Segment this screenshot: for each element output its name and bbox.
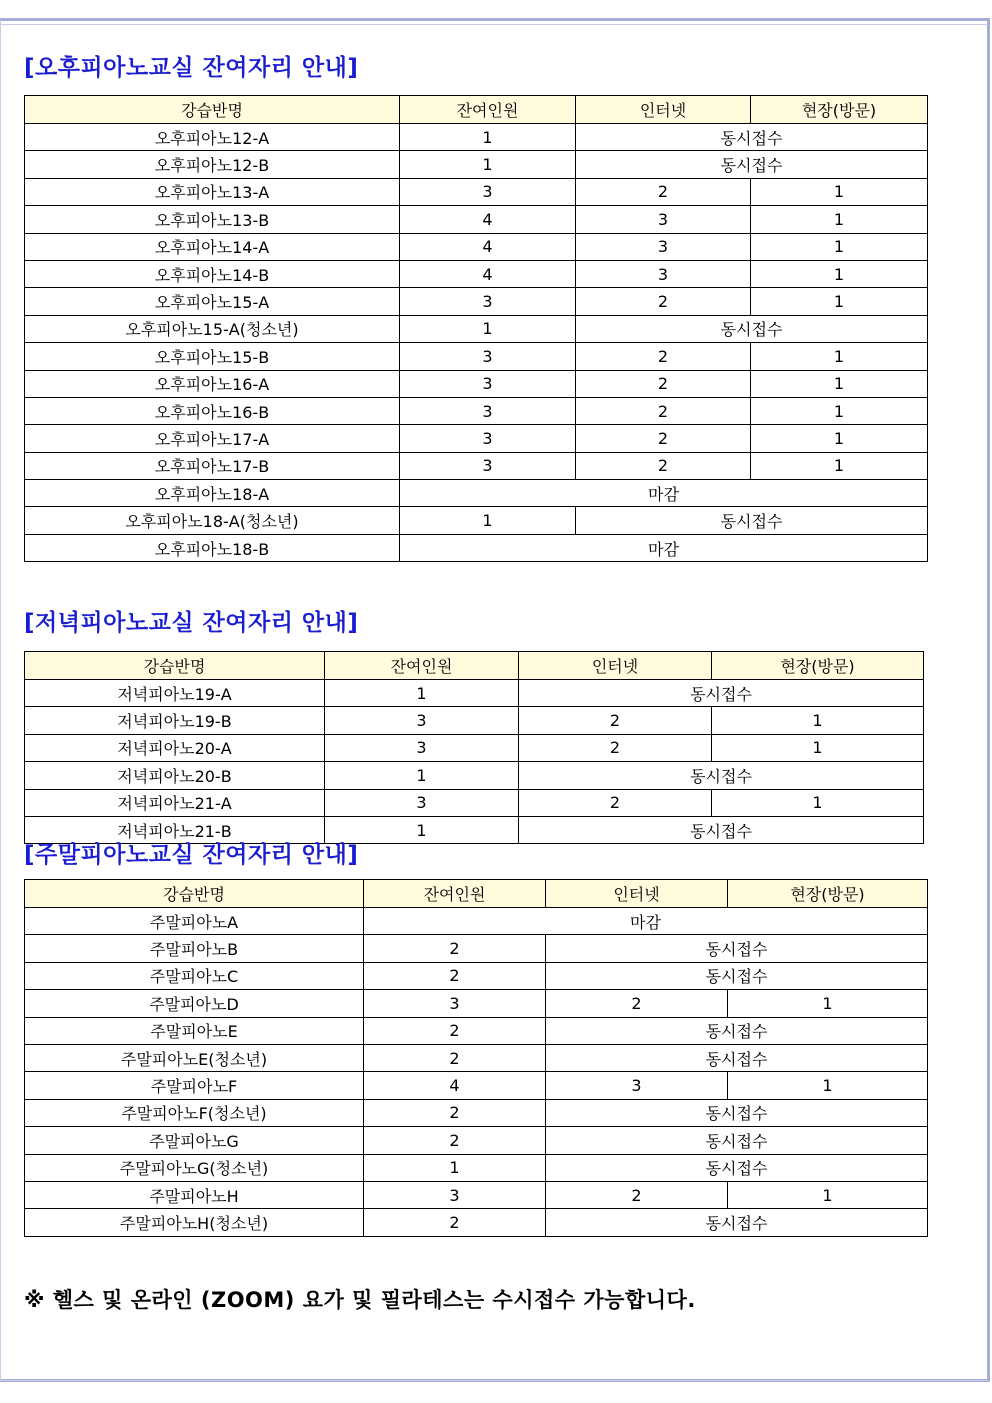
class-name-cell: 오후피아노14-A	[25, 233, 400, 260]
table-row	[25, 1017, 928, 1044]
internet-cell: 2	[576, 397, 751, 424]
internet-cell: 2	[546, 990, 728, 1017]
internet-cell: 2	[576, 288, 751, 315]
class-name-cell: 주말피아노H(청소년)	[25, 1209, 364, 1236]
visit-cell: 1	[751, 288, 928, 315]
class-name-cell: 주말피아노D	[25, 990, 364, 1017]
table-row	[25, 990, 928, 1017]
class-name-cell: 오후피아노15-A	[25, 288, 400, 315]
class-name-cell: 오후피아노17-A	[25, 425, 400, 452]
table-row	[25, 962, 928, 989]
simultaneous-registration-cell: 동시접수	[519, 816, 924, 843]
remaining-cell: 3	[364, 1181, 546, 1208]
table-row	[25, 206, 928, 233]
table-row	[25, 1209, 928, 1236]
class-name-cell: 주말피아노H	[25, 1181, 364, 1208]
header-class-name: 강습반명	[25, 96, 400, 124]
table-row	[25, 707, 924, 734]
remaining-cell: 4	[400, 206, 576, 233]
simultaneous-registration-cell: 동시접수	[576, 151, 928, 178]
remaining-cell: 1	[400, 507, 576, 534]
class-name-cell: 오후피아노15-A(청소년)	[25, 315, 400, 342]
evening-section-heading: [저녁피아노교실 잔여자리 안내]	[24, 610, 359, 636]
table-header-row	[25, 652, 924, 680]
internet-cell: 2	[519, 707, 712, 734]
internet-cell: 2	[519, 734, 712, 761]
simultaneous-registration-cell: 동시접수	[546, 1127, 928, 1154]
afternoon-vacancy-table	[24, 95, 928, 562]
class-name-cell: 주말피아노F(청소년)	[25, 1099, 364, 1126]
internet-cell: 2	[576, 370, 751, 397]
class-name-cell: 오후피아노17-B	[25, 452, 400, 479]
internet-cell: 2	[576, 452, 751, 479]
class-name-cell: 주말피아노C	[25, 962, 364, 989]
class-name-cell: 오후피아노13-B	[25, 206, 400, 233]
header-visit: 현장(방문)	[712, 652, 924, 680]
remaining-cell: 1	[325, 816, 519, 843]
header-remaining: 잔여인원	[400, 96, 576, 124]
visit-cell: 1	[751, 233, 928, 260]
remaining-cell: 3	[400, 343, 576, 370]
class-name-cell: 저녁피아노20-A	[25, 734, 325, 761]
table-row	[25, 1127, 928, 1154]
class-name-cell: 오후피아노18-B	[25, 534, 400, 561]
table-row	[25, 789, 924, 816]
class-name-cell: 주말피아노F	[25, 1072, 364, 1099]
class-name-cell: 주말피아노G(청소년)	[25, 1154, 364, 1181]
header-class-name: 강습반명	[25, 880, 364, 908]
simultaneous-registration-cell: 동시접수	[546, 1154, 928, 1181]
class-name-cell: 오후피아노16-A	[25, 370, 400, 397]
class-name-cell: 주말피아노E	[25, 1017, 364, 1044]
closed-cell: 마감	[400, 480, 928, 507]
internet-cell: 2	[576, 343, 751, 370]
table-header-row	[25, 96, 928, 124]
evening-vacancy-table	[24, 651, 924, 844]
table-row	[25, 680, 924, 707]
remaining-cell: 2	[364, 1017, 546, 1044]
table-row	[25, 425, 928, 452]
table-row	[25, 151, 928, 178]
remaining-cell: 1	[364, 1154, 546, 1181]
remaining-cell: 1	[325, 680, 519, 707]
table-row	[25, 343, 928, 370]
internet-cell: 2	[576, 178, 751, 205]
remaining-cell: 3	[400, 178, 576, 205]
class-name-cell: 저녁피아노21-B	[25, 816, 325, 843]
table-row	[25, 452, 928, 479]
table-row	[25, 315, 928, 342]
class-name-cell: 오후피아노16-B	[25, 397, 400, 424]
simultaneous-registration-cell: 동시접수	[519, 762, 924, 789]
class-name-cell: 저녁피아노20-B	[25, 762, 325, 789]
remaining-cell: 2	[364, 1209, 546, 1236]
remaining-cell: 3	[364, 990, 546, 1017]
remaining-cell: 3	[325, 707, 519, 734]
table-header-row	[25, 880, 928, 908]
remaining-cell: 2	[364, 1127, 546, 1154]
footnote: ※ 헬스 및 온라인 (ZOOM) 요가 및 필라테스는 수시접수 가능합니다.	[24, 1288, 696, 1312]
remaining-cell: 4	[364, 1072, 546, 1099]
simultaneous-registration-cell: 동시접수	[546, 935, 928, 962]
simultaneous-registration-cell: 동시접수	[576, 315, 928, 342]
class-name-cell: 오후피아노14-B	[25, 260, 400, 287]
header-internet: 인터넷	[519, 652, 712, 680]
weekend-vacancy-table	[24, 879, 928, 1237]
internet-cell: 2	[519, 789, 712, 816]
remaining-cell: 3	[400, 452, 576, 479]
table-row	[25, 260, 928, 287]
remaining-cell: 3	[400, 397, 576, 424]
header-internet: 인터넷	[576, 96, 751, 124]
remaining-cell: 2	[364, 1099, 546, 1126]
remaining-cell: 1	[400, 315, 576, 342]
table-row	[25, 507, 928, 534]
remaining-cell: 3	[400, 288, 576, 315]
table-row	[25, 1099, 928, 1126]
header-remaining: 잔여인원	[325, 652, 519, 680]
remaining-cell: 2	[364, 962, 546, 989]
closed-cell: 마감	[364, 908, 928, 935]
simultaneous-registration-cell: 동시접수	[546, 1209, 928, 1236]
table-row	[25, 816, 924, 843]
simultaneous-registration-cell: 동시접수	[546, 1099, 928, 1126]
class-name-cell: 오후피아노13-A	[25, 178, 400, 205]
internet-cell: 3	[576, 233, 751, 260]
table-row	[25, 233, 928, 260]
remaining-cell: 2	[364, 935, 546, 962]
visit-cell: 1	[751, 206, 928, 233]
visit-cell: 1	[751, 397, 928, 424]
weekend-section-heading: [주말피아노교실 잔여자리 안내]	[24, 842, 359, 868]
table-row	[25, 1072, 928, 1099]
remaining-cell: 2	[364, 1044, 546, 1071]
remaining-cell: 1	[400, 151, 576, 178]
internet-cell: 3	[576, 260, 751, 287]
class-name-cell: 저녁피아노19-B	[25, 707, 325, 734]
table-row	[25, 288, 928, 315]
class-name-cell: 오후피아노18-A	[25, 480, 400, 507]
closed-cell: 마감	[400, 534, 928, 561]
visit-cell: 1	[728, 1181, 928, 1208]
remaining-cell: 3	[400, 370, 576, 397]
class-name-cell: 주말피아노A	[25, 908, 364, 935]
visit-cell: 1	[751, 343, 928, 370]
table-row	[25, 534, 928, 561]
visit-cell: 1	[751, 370, 928, 397]
remaining-cell: 3	[325, 734, 519, 761]
simultaneous-registration-cell: 동시접수	[546, 962, 928, 989]
visit-cell: 1	[712, 734, 924, 761]
class-name-cell: 주말피아노E(청소년)	[25, 1044, 364, 1071]
visit-cell: 1	[751, 425, 928, 452]
table-row	[25, 397, 928, 424]
simultaneous-registration-cell: 동시접수	[546, 1017, 928, 1044]
table-row	[25, 1044, 928, 1071]
class-name-cell: 오후피아노12-A	[25, 124, 400, 151]
visit-cell: 1	[712, 707, 924, 734]
simultaneous-registration-cell: 동시접수	[576, 507, 928, 534]
class-name-cell: 오후피아노15-B	[25, 343, 400, 370]
internet-cell: 2	[576, 425, 751, 452]
header-visit: 현장(방문)	[728, 880, 928, 908]
header-internet: 인터넷	[546, 880, 728, 908]
header-class-name: 강습반명	[25, 652, 325, 680]
internet-cell: 3	[546, 1072, 728, 1099]
class-name-cell: 저녁피아노19-A	[25, 680, 325, 707]
visit-cell: 1	[728, 990, 928, 1017]
remaining-cell: 3	[400, 425, 576, 452]
remaining-cell: 4	[400, 260, 576, 287]
internet-cell: 3	[576, 206, 751, 233]
visit-cell: 1	[712, 789, 924, 816]
header-visit: 현장(방문)	[751, 96, 928, 124]
visit-cell: 1	[728, 1072, 928, 1099]
visit-cell: 1	[751, 260, 928, 287]
remaining-cell: 3	[325, 789, 519, 816]
table-row	[25, 734, 924, 761]
table-row	[25, 1181, 928, 1208]
table-row	[25, 370, 928, 397]
remaining-cell: 4	[400, 233, 576, 260]
header-remaining: 잔여인원	[364, 880, 546, 908]
remaining-cell: 1	[325, 762, 519, 789]
remaining-cell: 1	[400, 124, 576, 151]
simultaneous-registration-cell: 동시접수	[576, 124, 928, 151]
table-row	[25, 178, 928, 205]
simultaneous-registration-cell: 동시접수	[519, 680, 924, 707]
visit-cell: 1	[751, 452, 928, 479]
table-row	[25, 762, 924, 789]
class-name-cell: 오후피아노18-A(청소년)	[25, 507, 400, 534]
table-row	[25, 480, 928, 507]
class-name-cell: 저녁피아노21-A	[25, 789, 325, 816]
class-name-cell: 오후피아노12-B	[25, 151, 400, 178]
table-row	[25, 124, 928, 151]
table-row	[25, 1154, 928, 1181]
afternoon-section-heading: [오후피아노교실 잔여자리 안내]	[24, 55, 359, 81]
class-name-cell: 주말피아노B	[25, 935, 364, 962]
table-row	[25, 935, 928, 962]
table-row	[25, 908, 928, 935]
visit-cell: 1	[751, 178, 928, 205]
internet-cell: 2	[546, 1181, 728, 1208]
simultaneous-registration-cell: 동시접수	[546, 1044, 928, 1071]
class-name-cell: 주말피아노G	[25, 1127, 364, 1154]
